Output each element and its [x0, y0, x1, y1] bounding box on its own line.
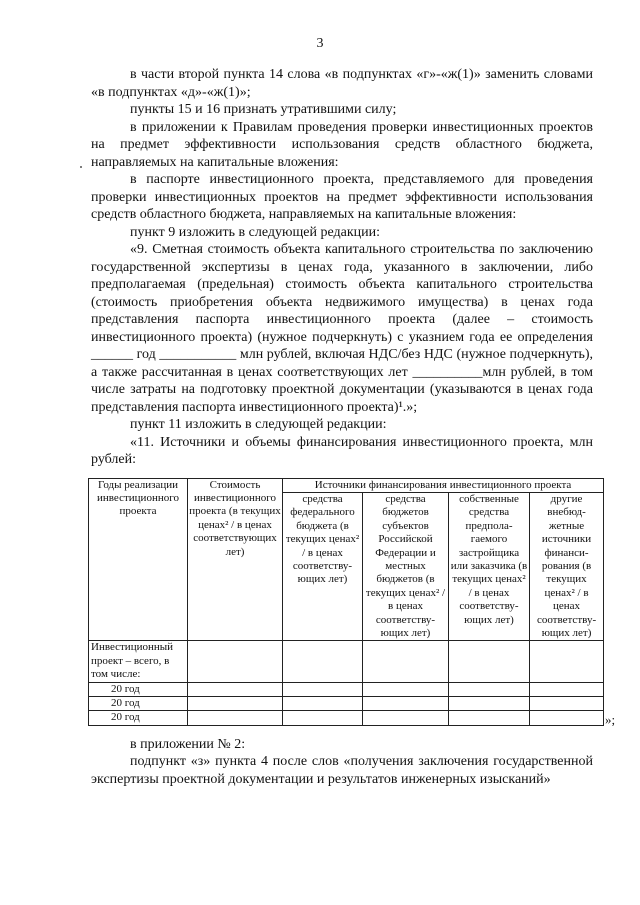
- paragraph-1: в части второй пункта 14 слова «в подпунктах «г»-«ж(1)» заменить словами «в подпунктах «д»-«ж(1)»;: [91, 67, 593, 100]
- header-years: Годы реализации инвестиционного проекта: [89, 478, 188, 641]
- table-header-row-1: [89, 478, 604, 492]
- table-cell: [449, 682, 530, 696]
- table-cell: [449, 711, 530, 725]
- document-body: [91, 66, 616, 788]
- table-cell: [283, 697, 363, 711]
- paragraph-9: в приложении № 2:: [130, 736, 246, 752]
- paragraph-3: в приложении к Правилам проведения проверки инвестиционных проектов на предмет эффективности использования средств областного бюджета, направляемых на капитальные вложения:: [91, 119, 593, 170]
- page-number: 3: [316, 36, 324, 51]
- header-federal: средства федерального бюджета (в текущих ценах² / в ценах соответству-ющих лет): [283, 492, 363, 640]
- table-cell: [530, 682, 604, 696]
- row-year-label: 20 год: [89, 682, 188, 696]
- paragraph-5: пункт 9 изложить в следующей редакции:: [130, 224, 380, 240]
- table-cell: [283, 682, 363, 696]
- financing-table: [88, 478, 604, 726]
- table-cell: [363, 711, 449, 725]
- paragraph-4: в паспорте инвестиционного проекта, представляемого для проведения проверки инвестиционных проектов на предмет эффективности использования средств областного бюджета, направляемых на капитальные вложения:: [91, 172, 593, 222]
- row-total-label: Инвестиционный проект – всего, в том числе:: [89, 641, 188, 682]
- table-closing-quote: »;: [605, 711, 616, 727]
- table-cell: [283, 711, 363, 725]
- header-cost: Стоимость инвестиционного проекта (в текущих ценах² / в ценах соответствующих лет): [188, 478, 283, 641]
- table-cell: [530, 641, 604, 682]
- paragraph-10: подпункт «з» пункта 4 после слов «получения заключения государственной экспертизы проектной документации и результатов инженерных изысканий»: [91, 754, 593, 787]
- financing-table-wrapper: [88, 478, 616, 727]
- paragraph-7: пункт 11 изложить в следующей редакции:: [130, 417, 387, 432]
- header-other: другие внебюд-жетные источники финанси-рования (в текущих ценах² / в ценах соответству-ющих лет): [530, 492, 604, 640]
- table-cell: [188, 711, 283, 725]
- table-cell: [363, 682, 449, 696]
- table-cell: [449, 697, 530, 711]
- table-cell: [530, 697, 604, 711]
- table-row: [89, 641, 604, 682]
- table-cell: [363, 641, 449, 682]
- table-cell: [449, 641, 530, 682]
- table-row: [89, 711, 604, 725]
- paragraph-8: «11. Источники и объемы финансирования инвестиционного проекта, млн рублей:: [91, 434, 593, 467]
- paragraph-2: пункты 15 и 16 признать утратившими силу;: [130, 102, 397, 117]
- paragraph-6: «9. Сметная стоимость объекта капитального строительства по заключению государственной экспертизы в ценах года, указанного в заключении, либо предполагаемая (предельная) стоимость объекта капитального строительства (стоимость приобретения объекта недвижимого имущества) в ценах года представления паспорта инвестиционного проекта (далее – стоимость инвестиционного проекта) (нужное подчеркнуть) с указнием года ее определения ______ год ___________ млн рублей, включая НДС/без НДС (нужное подчеркнуть), а также рассчитанная в ценах соответствующих лет __________млн рублей, в том числе затраты на подготовку проектной документации (указываются в ценах года представления паспорта инвестиционного проекта)¹.»;: [91, 242, 593, 415]
- table-cell: [188, 682, 283, 696]
- table-row: [89, 682, 604, 696]
- header-regional: средства бюджетов субъектов Российской Федерации и местных бюджетов (в текущих ценах² / в ценах соответству-ющих лет): [363, 492, 449, 640]
- header-own: собственные средства предпола-гаемого застройщика или заказчика (в текущих ценах² / в ценах соответству-ющих лет): [449, 492, 530, 640]
- table-cell: [188, 697, 283, 711]
- row-year-label: 20 год: [89, 697, 188, 711]
- table-cell: [363, 697, 449, 711]
- scan-speck: [80, 166, 82, 168]
- table-cell: [188, 641, 283, 682]
- table-cell: [283, 641, 363, 682]
- header-sources: Источники финансирования инвестиционного проекта: [283, 478, 604, 492]
- table-row: [89, 697, 604, 711]
- row-year-label: 20 год: [89, 711, 188, 725]
- table-cell: [530, 711, 604, 725]
